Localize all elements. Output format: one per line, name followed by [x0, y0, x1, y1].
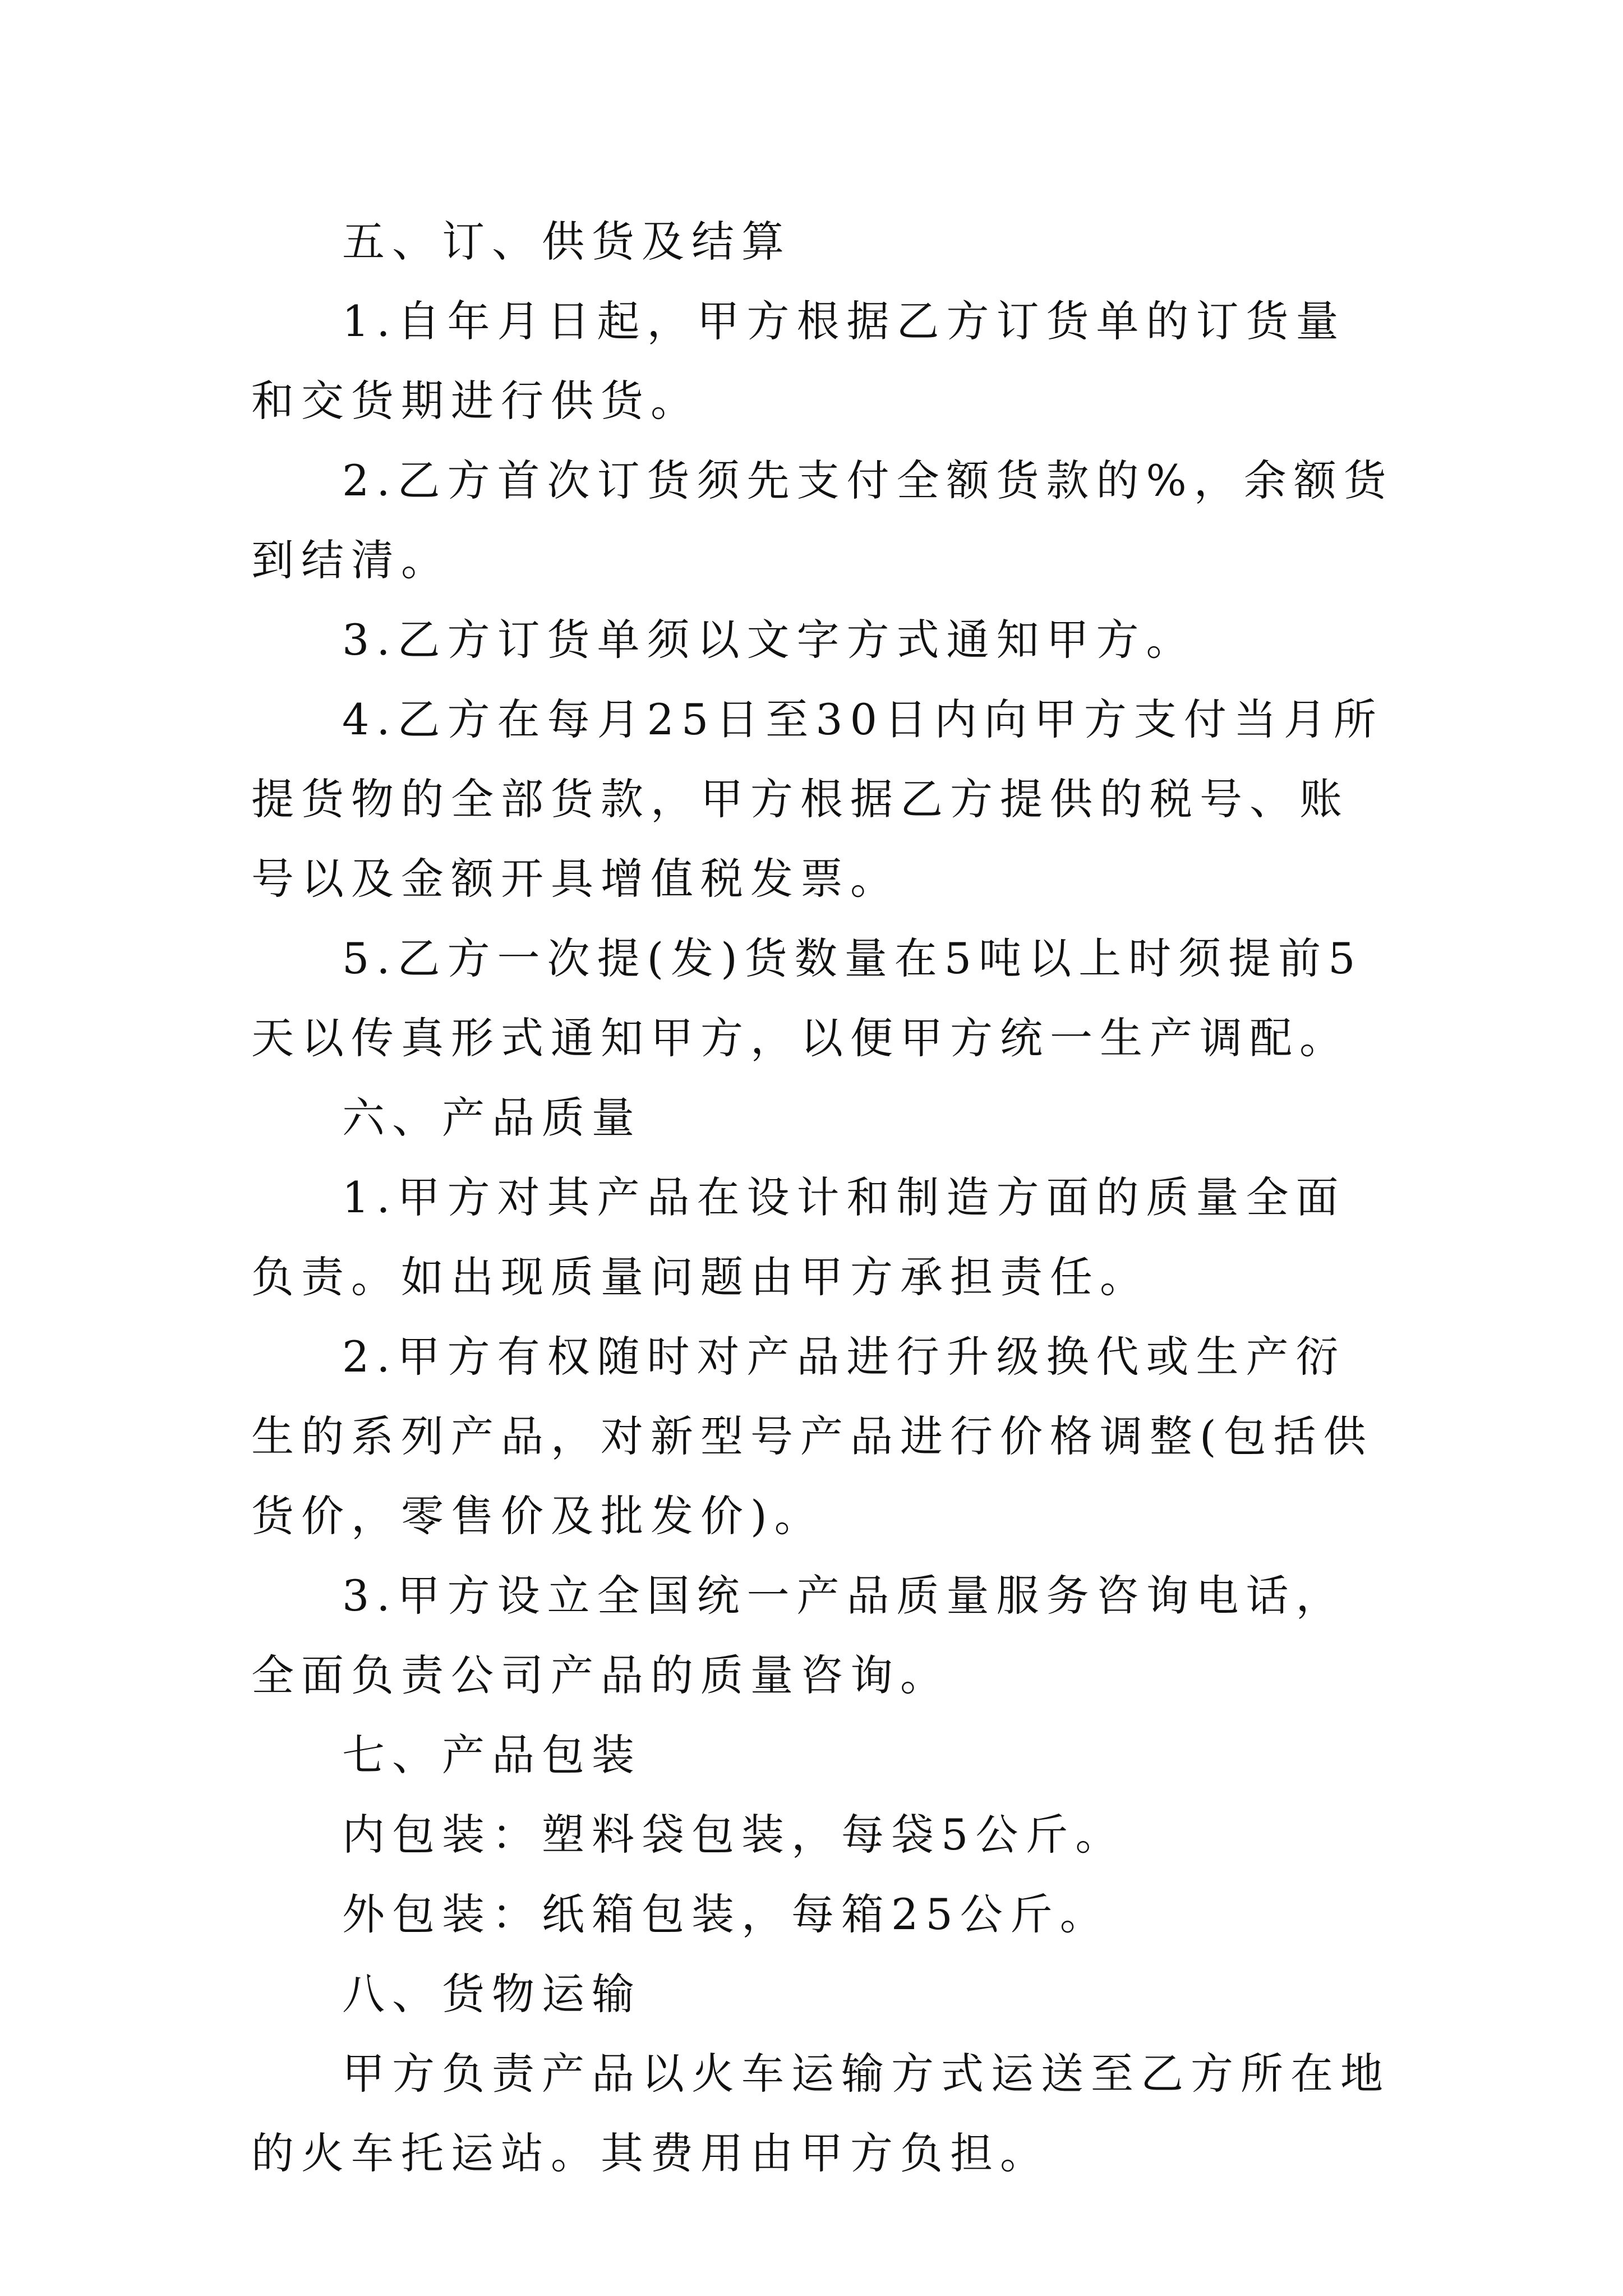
paragraph-5-2: 2.乙方首次订货须先支付全额货款的%，余额货到结清。 [251, 455, 1394, 585]
paragraph-6-1: 1.甲方对其产品在设计和制造方面的质量全面负责。如出现质量问题由甲方承担责任。 [251, 1172, 1346, 1302]
section-heading-6: 六、产品质量 [342, 1093, 642, 1143]
section-heading-7: 七、产品包装 [342, 1730, 642, 1780]
paragraph-7-inner-packaging: 内包装：塑料袋包装，每袋5公斤。 [342, 1810, 1126, 1860]
paragraph-7-outer-packaging: 外包装：纸箱包装，每箱25公斤。 [342, 1889, 1110, 1939]
section-heading-8: 八、货物运输 [342, 1969, 642, 2019]
paragraph-5-4: 4.乙方在每月25日至30日内向甲方支付当月所提货物的全部货款，甲方根据乙方提供的税号、账号以及金额开具增值税发票。 [251, 694, 1384, 904]
document-body [251, 202, 1395, 2193]
section-heading-5: 五、订、供货及结算 [342, 217, 791, 266]
paragraph-5-1: 1.自年月日起，甲方根据乙方订货单的订货量和交货期进行供货。 [251, 296, 1346, 426]
paragraph-5-5: 5.乙方一次提(发)货数量在5吨以上时须提前5天以传真形式通知甲方，以便甲方统一生产调配。 [251, 933, 1363, 1063]
paragraph-5-3: 3.乙方订货单须以文字方式通知甲方。 [342, 615, 1196, 665]
paragraph-6-2: 2.甲方有权随时对产品进行升级换代或生产衍生的系列产品，对新型号产品进行价格调整(包括供货价，零售价及批发价)。 [251, 1332, 1373, 1541]
paragraph-6-3: 3.甲方设立全国统一产品质量服务咨询电话，全面负责公司产品的质量咨询。 [251, 1571, 1346, 1700]
paragraph-8-1: 甲方负责产品以火车运输方式运送至乙方所在地的火车托运站。其费用由甲方负担。 [251, 2049, 1390, 2178]
